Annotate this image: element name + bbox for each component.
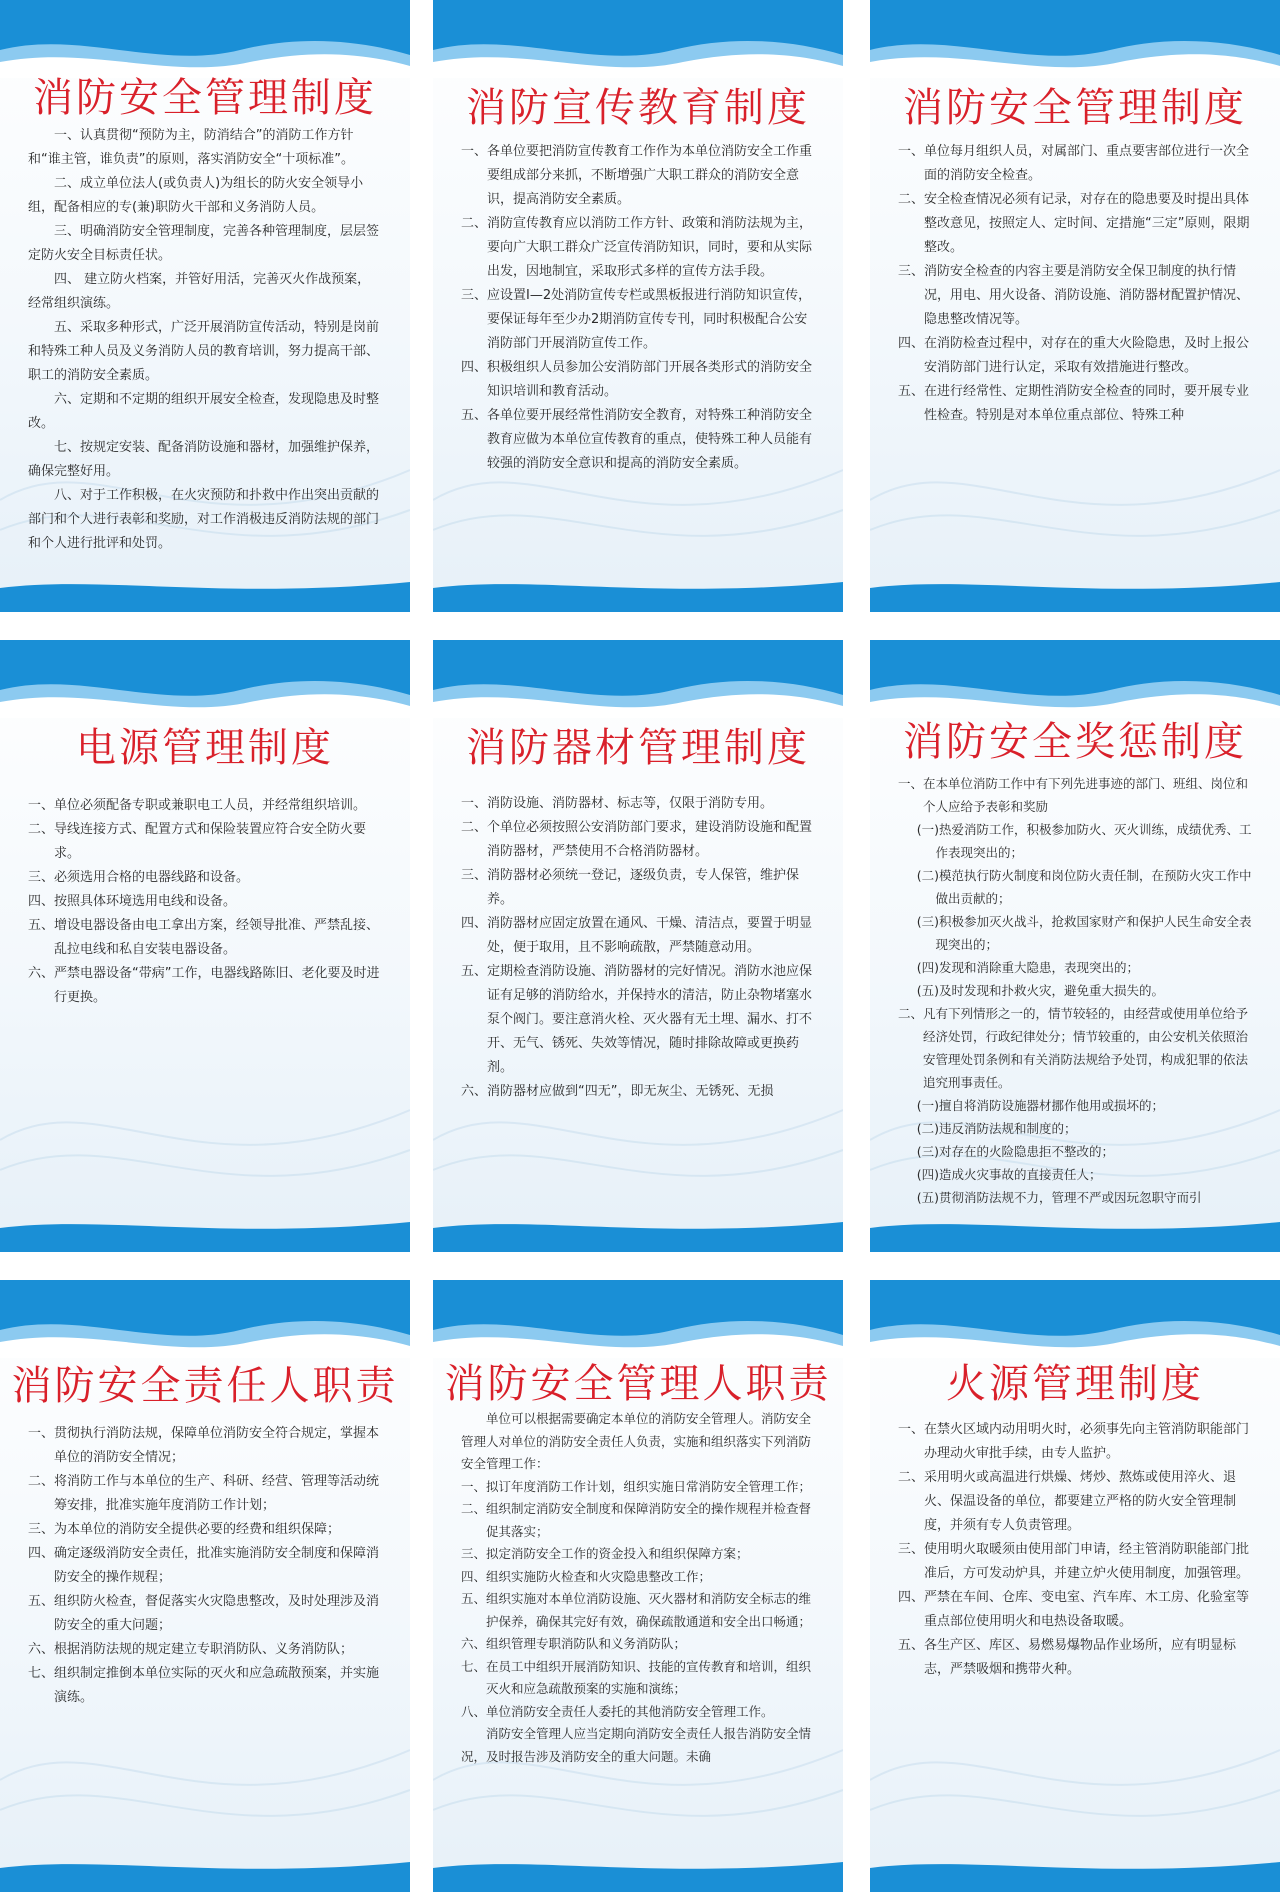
paragraph: 二、个单位必须按照公安消防部门要求，建设消防设施和配置消防器材，严禁使用不合格消防器材。 <box>461 820 813 859</box>
board-7 <box>0 1280 410 1892</box>
background-decoration <box>870 1660 1280 1860</box>
top-wave-band <box>433 1280 843 1358</box>
paragraph: (五)贯彻消防法规不力，管理不严或因玩忽职守而引 <box>916 1190 1202 1205</box>
paragraph: 三、必须选用合格的电器线路和设备。 <box>28 870 250 885</box>
top-wave-band <box>0 1280 410 1358</box>
board-body <box>461 792 815 1104</box>
paragraph: 一、消防设施、消防器材、标志等，仅限于消防专用。 <box>461 796 774 811</box>
background-decoration <box>0 1020 410 1220</box>
paragraph: (一)热爱消防工作，积极参加防火、灭火训练，成绩优秀、工作表现突出的； <box>916 822 1252 860</box>
paragraph: 二、成立单位法人(或负责人)为组长的防火安全领导小组，配备相应的专(兼)职防火干部和义务消防人员。 <box>28 176 364 215</box>
top-wave-band <box>433 0 843 78</box>
paragraph: 二、消防宣传教育应以消防工作方针、政策和消防法规为主，要向广大职工群众广泛宣传消防知识，同时，要和从实际出发，因地制宜，采取形式多样的宣传方法手段。 <box>461 216 813 279</box>
top-wave-band <box>870 0 1280 78</box>
paragraph: 一、单位每月组织人员，对属部门、重点要害部位进行一次全面的消防安全检查。 <box>898 144 1250 183</box>
bottom-wave-band <box>870 570 1280 612</box>
board-body <box>898 772 1252 1209</box>
board-body <box>28 1422 382 1710</box>
bottom-wave-band <box>0 1850 410 1892</box>
paragraph: 三、使用明火取暖须由使用部门申请，经主管消防职能部门批准后，方可发动炉具，并建立炉火使用制度，加强管理。 <box>898 1542 1250 1581</box>
paragraph: (二)模范执行防火制度和岗位防火责任制，在预防火灾工作中做出贡献的； <box>916 868 1252 906</box>
paragraph: 五、组织实施对本单位消防设施、灭火器材和消防安全标志的维护保养，确保其完好有效，确保疏散通道和安全出口畅通； <box>461 1591 812 1629</box>
board-8 <box>433 1280 843 1892</box>
bottom-wave-band <box>433 1210 843 1252</box>
paragraph: 七、按规定安装、配备消防设施和器材，加强维护保养，确保完整好用。 <box>28 440 380 479</box>
board-title: 消防安全奖惩制度 <box>903 719 1247 765</box>
paragraph: 五、各生产区、库区、易燃易爆物品作业场所，应有明显标志，严禁吸烟和携带火种。 <box>898 1638 1237 1677</box>
board-title: 电源管理制度 <box>76 725 334 771</box>
paragraph: 五、各单位要开展经常性消防安全教育，对特殊工种消防安全教育应做为本单位宣传教育的重点，使特殊工种人员能有较强的消防安全意识和提高的消防安全素质。 <box>461 408 813 471</box>
paragraph: (二)违反消防法规和制度的； <box>916 1121 1077 1136</box>
paragraph: 四、严禁在车间、仓库、变电室、汽车库、木工房、化验室等重点部位使用明火和电热设备取暖。 <box>898 1590 1250 1629</box>
paragraph: 四、组织实施防火检查和火灾隐患整改工作； <box>461 1568 712 1584</box>
paragraph: 四、确定逐级消防安全责任，批准实施消防安全制度和保障消防安全的操作规程； <box>28 1546 380 1585</box>
board-body <box>898 1418 1252 1682</box>
paragraph: 四、积极组织人员参加公安消防部门开展各类形式的消防安全知识培训和教育活动。 <box>461 360 813 399</box>
bottom-wave-band <box>0 1210 410 1252</box>
paragraph: 一、在本单位消防工作中有下列先进事迹的部门、班组、岗位和个人应给予表彰和奖励 <box>898 776 1249 814</box>
paragraph: 一、单位必须配备专职或兼职电工人员，并经常组织培训。 <box>28 798 367 813</box>
bottom-wave-band <box>870 1850 1280 1892</box>
paragraph: 三、消防安全检查的内容主要是消防安全保卫制度的执行情况，用电、用火设备、消防设施、消防器材配置护情况、隐患整改情况等。 <box>898 264 1250 327</box>
board-title: 消防安全责任人职责 <box>11 1363 399 1409</box>
board-title: 消防安全管理人职责 <box>444 1361 832 1407</box>
paragraph: 七、在员工中组织开展消防知识、技能的宣传教育和培训，组织灭火和应急疏散预案的实施和演练； <box>461 1658 812 1696</box>
board-4 <box>0 640 410 1252</box>
board-1 <box>0 0 410 612</box>
board-body <box>28 794 382 1010</box>
paragraph: 六、组织管理专职消防队和义务消防队； <box>461 1636 687 1651</box>
paragraph: 二、组织制定消防安全制度和保障消防安全的操作规程并检查督促其落实； <box>461 1501 812 1539</box>
paragraph: 七、组织制定推倒本单位实际的灭火和应急疏散预案，并实施演练。 <box>28 1666 380 1705</box>
paragraph: 五、采取多种形式，广泛开展消防宣传活动，特别是岗前和特殊工种人员及义务消防人员的教育培训，努力提高干部、职工的消防安全素质。 <box>28 320 380 383</box>
paragraph: 六、消防器材应做到“四无”，即无灰尘、无锈死、无损 <box>461 1084 774 1099</box>
board-9 <box>870 1280 1280 1892</box>
paragraph: (四)发现和消除重大隐患，表现突出的； <box>916 960 1140 975</box>
paragraph: 一、各单位要把消防宣传教育工作作为本单位消防安全工作重要组成部分来抓，不断增强广大职工群众的消防安全意识，提高消防安全素质。 <box>461 144 813 207</box>
board-title: 消防宣传教育制度 <box>466 85 810 131</box>
top-wave-band <box>870 640 1280 718</box>
paragraph: (一)擅自将消防设施器材挪作他用或损坏的； <box>916 1098 1165 1113</box>
paragraph: 六、严禁电器设备“带病”工作，电器线路陈旧、老化要及时进行更换。 <box>28 966 380 1005</box>
paragraph: 五、组织防火检查，督促落实火灾隐患整改，及时处理涉及消防安全的重大问题； <box>28 1594 380 1633</box>
board-body <box>898 140 1252 428</box>
paragraph: 五、定期检查消防设施、消防器材的完好情况。消防水池应保证有足够的消防给水，并保持水的清洁，防止杂物堵塞水泵个阀门。要注意消火栓、灭火器有无土埋、漏水、打不开、无气、锈死、失效等情况，随时排除故障或更换药剂。 <box>461 964 813 1075</box>
board-title: 消防器材管理制度 <box>466 725 810 771</box>
paragraph: 五、增设电器设备由电工拿出方案，经领导批准、严禁乱接、乱拉电线和私自安装电器设备。 <box>28 918 380 957</box>
paragraph: 三、为本单位的消防安全提供必要的经费和组织保障； <box>28 1522 341 1537</box>
board-title: 消防安全管理制度 <box>903 85 1247 131</box>
bottom-wave-band <box>0 570 410 612</box>
paragraph: 六、定期和不定期的组织开展安全检查，发现隐患及时整改。 <box>28 392 380 431</box>
bottom-wave-band <box>433 1850 843 1892</box>
paragraph: 四、 建立防火档案，并管好用活，完善灭火作战预案，经常组织演练。 <box>28 272 371 311</box>
paragraph: 一、拟订年度消防工作计划，组织实施日常消防安全管理工作； <box>461 1478 812 1494</box>
board-body <box>28 124 382 556</box>
paragraph: 一、贯彻执行消防法规，保障单位消防安全符合规定，掌握本单位的消防安全情况； <box>28 1426 380 1465</box>
paragraph: 单位可以根据需要确定本单位的消防安全管理人。消防安全管理人对单位的消防安全责任人负责，实施和组织落实下列消防安全管理工作： <box>461 1411 812 1471</box>
board-2 <box>433 0 843 612</box>
top-wave-band <box>433 640 843 718</box>
paragraph: 三、拟定消防安全工作的资金投入和组织保障方案； <box>461 1546 749 1561</box>
paragraph: 二、采用明火或高温进行烘燥、烤炒、熬炼或使用淬火、退火、保温设备的单位，都要建立严格的防火安全管理制度，并须有专人负责管理。 <box>898 1470 1237 1533</box>
board-title: 火源管理制度 <box>946 1361 1204 1407</box>
paragraph: 四、消防器材应固定放置在通风、干燥、清洁点，要置于明显处，便于取用，且不影响疏散，严禁随意动用。 <box>461 916 813 955</box>
paragraph: 二、凡有下列情形之一的，情节较轻的，由经营或使用单位给予经济处罚，行政纪律处分；情节较重的，由公安机关依照治安管理处罚条例和有关消防法规给予处罚，构成犯罪的依法追究刑事责任。 <box>898 1006 1249 1090</box>
paragraph: 八、对于工作积极，在火灾预防和扑救中作出突出贡献的部门和个人进行表彰和奖励，对工作消极违反消防法规的部门和个人进行批评和处罚。 <box>28 488 380 551</box>
board-title: 消防安全管理制度 <box>33 75 377 121</box>
paragraph: 一、认真贯彻“预防为主，防消结合”的消防工作方针和“谁主管，谁负责”的原则，落实消防安全“十项标准”。 <box>28 128 354 167</box>
paragraph: 二、安全检查情况必须有记录，对存在的隐患要及时提出具体整改意见，按照定人、定时间、定措施“三定”原则，限期整改。 <box>898 192 1250 255</box>
board-3 <box>870 0 1280 612</box>
paragraph: 三、消防器材必须统一登记，逐级负责，专人保管，维护保养。 <box>461 868 800 907</box>
board-6 <box>870 640 1280 1252</box>
paragraph: (三)积极参加灭火战斗，抢救国家财产和保护人民生命安全表现突出的； <box>916 914 1252 952</box>
paragraph: (四)造成火灾事故的直接责任人； <box>916 1167 1102 1182</box>
top-wave-band <box>870 1280 1280 1358</box>
top-wave-band <box>0 640 410 718</box>
paragraph: (三)对存在的火险隐患拒不整改的； <box>916 1144 1115 1159</box>
paragraph: 八、单位消防安全责任人委托的其他消防安全管理工作。 <box>461 1703 774 1719</box>
paragraph: 五、在进行经常性、定期性消防安全检查的同时，要开展专业性检查。特别是对本单位重点部位、特殊工种 <box>898 384 1250 423</box>
bottom-wave-band <box>433 570 843 612</box>
paragraph: 三、明确消防安全管理制度，完善各种管理制度，层层签定防火安全目标责任状。 <box>28 224 380 263</box>
paragraph: 二、将消防工作与本单位的生产、科研、经营、管理等活动统筹安排，批准实施年度消防工作计划； <box>28 1474 380 1513</box>
paragraph: 消防安全管理人应当定期向消防安全责任人报告消防安全情况，及时报告涉及消防安全的重大问题。未确 <box>461 1726 812 1764</box>
paragraph: 一、在禁火区域内动用明火时，必须事先向主管消防职能部门办理动火审批手续，由专人监护。 <box>898 1422 1250 1461</box>
board-5 <box>433 640 843 1252</box>
board-body <box>461 1408 815 1768</box>
paragraph: 三、应设置I—2处消防宣传专栏或黑板报进行消防知识宣传，要保证每年至少办2期消防宣传专刊，同时积极配合公安消防部门开展消防宣传工作。 <box>461 288 812 351</box>
bottom-wave-band <box>870 1210 1280 1252</box>
paragraph: (五)及时发现和扑救火灾，避免重大损失的。 <box>916 983 1165 998</box>
paragraph: 六、根据消防法规的规定建立专职消防队、义务消防队； <box>28 1642 354 1657</box>
board-body <box>461 140 815 476</box>
paragraph: 二、导线连接方式、配置方式和保险装置应符合安全防火要求。 <box>28 822 367 861</box>
paragraph: 四、按照具体环境选用电线和设备。 <box>28 894 237 909</box>
paragraph: 四、在消防检查过程中，对存在的重大火险隐患，及时上报公安消防部门进行认定，采取有效措施进行整改。 <box>898 336 1250 375</box>
